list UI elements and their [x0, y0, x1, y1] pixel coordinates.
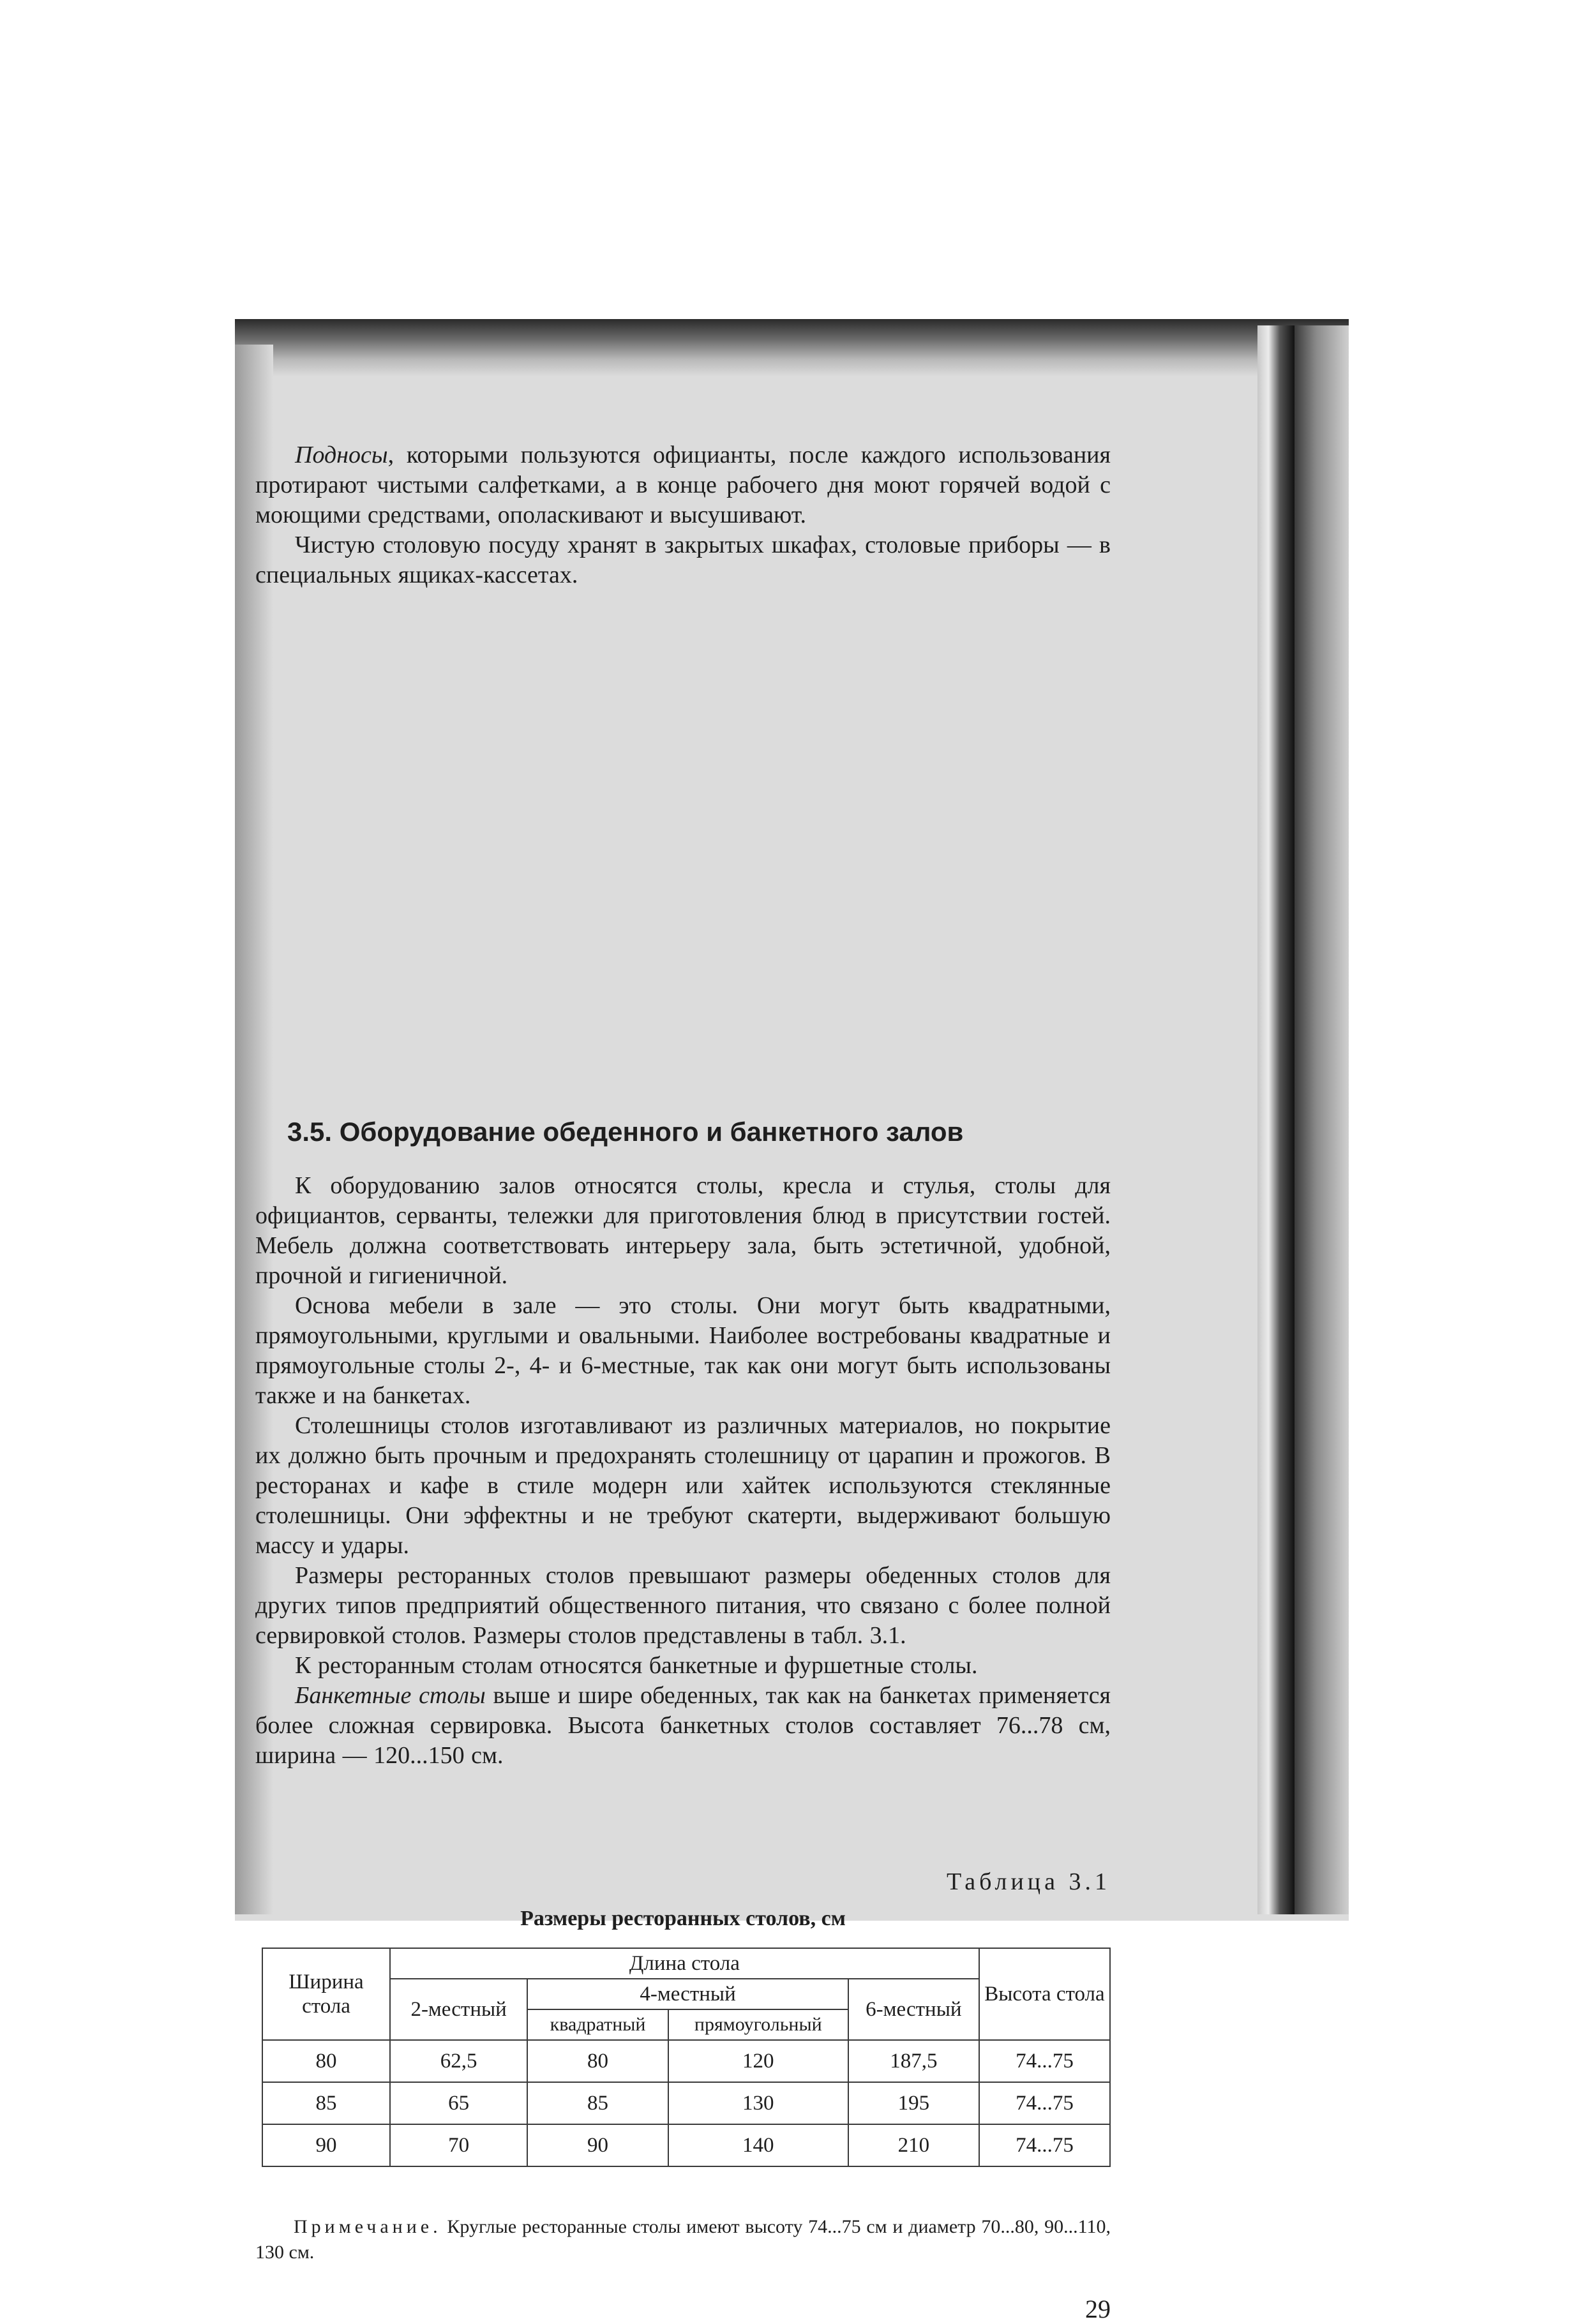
- table-cell: 187,5: [848, 2040, 979, 2082]
- header-four-seat: 4-местный: [527, 1979, 848, 2009]
- main-text-block: [255, 1171, 1111, 1771]
- header-rectangular: прямоугольный: [668, 2009, 848, 2040]
- table-cell: 65: [390, 2082, 527, 2124]
- table-cell: 80: [527, 2040, 668, 2082]
- section-title: 3.5. Оборудование обеденного и банкетного залов: [287, 1117, 964, 1147]
- top-text-block: [255, 440, 1111, 590]
- italic-term: Подносы: [295, 442, 388, 468]
- table-cell: 90: [527, 2124, 668, 2166]
- header-two-seat: 2-местный: [390, 1979, 527, 2040]
- scan-top-shadow: [235, 319, 1349, 376]
- header-length: Длина стола: [390, 1948, 979, 1979]
- table-cell: 80: [262, 2040, 390, 2082]
- paragraph: Основа мебели в зале — это столы. Они могут быть квадратными, прямоугольными, круглыми и овальными. Наиболее востребованы квадратные и прямоугольные столы 2-, 4- и 6-местные, так как они могут быть использованы также и на банкетах.: [255, 1292, 1111, 1409]
- italic-term: Банкетные столы: [295, 1682, 486, 1709]
- sizes-table: [262, 1948, 1111, 2167]
- paragraph: Подносы, которыми пользуются официанты, после каждого использования протирают чистыми салфетками, а в конце рабочего дня моют горячей водой с моющими средствами, ополаскивают и высушивают.: [255, 442, 1111, 528]
- table-cell: 130: [668, 2082, 848, 2124]
- page-number: 29: [1085, 2295, 1111, 2323]
- table-cell: 195: [848, 2082, 979, 2124]
- paragraph: К оборудованию залов относятся столы, кресла и стулья, столы для официантов, серванты, тележки для приготовления блюд в присутствии гостей. Мебель должна соответствовать интерьеру зала, быть эстетичной, удобной, прочной и гигиеничной.: [255, 1172, 1111, 1289]
- table-row: [262, 2040, 1110, 2082]
- table-cell: 210: [848, 2124, 979, 2166]
- paragraph: К ресторанным столам относятся банкетные и фуршетные столы.: [295, 1652, 978, 1679]
- table-row: [262, 2124, 1110, 2166]
- book-edge: [1294, 325, 1349, 1914]
- table-cell: 70: [390, 2124, 527, 2166]
- table-cell: 74...75: [979, 2082, 1110, 2124]
- table-cell: 85: [527, 2082, 668, 2124]
- paragraph: Чистую столовую посуду хранят в закрытых шкафах, столовые приборы — в специальных ящиках-кассетах.: [255, 532, 1111, 588]
- paragraph: Столешницы столов изготавливают из различных материалов, но покрытие их должно быть прочным и предохранять столешницу от царапин и прожогов. В ресторанах и кафе в стиле модерн или хайтек используются стеклянные столешницы. Они эффектны и не требуют скатерти, выдерживают большую массу и удары.: [255, 1412, 1111, 1559]
- paragraph: Размеры ресторанных столов превышают размеры обеденных столов для других типов предприятий общественного питания, что связано с более полной сервировкой столов. Размеры столов представлены в табл. 3.1.: [255, 1562, 1111, 1649]
- header-height: Высота стола: [979, 1948, 1110, 2040]
- header-square: квадратный: [527, 2009, 668, 2040]
- table-row: [262, 2082, 1110, 2124]
- table-cell: 120: [668, 2040, 848, 2082]
- header-six-seat: 6-местный: [848, 1979, 979, 2040]
- table-caption: Таблица 3.1: [946, 1868, 1111, 1895]
- table-cell: 90: [262, 2124, 390, 2166]
- paragraph: Банкетные столы выше и шире обеденных, так как на банкетах применяется более сложная сервировка. Высота банкетных столов составляет 76...78 см, ширина — 120...150 см.: [255, 1682, 1111, 1769]
- book-spine-shadow: [1257, 325, 1294, 1914]
- table-cell: 74...75: [979, 2124, 1110, 2166]
- header-width: Ширина стола: [262, 1948, 390, 2040]
- table-cell: 62,5: [390, 2040, 527, 2082]
- table-note: Примечание. Круглые ресторанные столы имеют высоту 74...75 см и диаметр 70...80, 90...110, 130 см.: [255, 2216, 1111, 2263]
- table-cell: 140: [668, 2124, 848, 2166]
- note-label: Примечание.: [294, 2216, 442, 2237]
- page-content: [255, 440, 1111, 2323]
- table-cell: 85: [262, 2082, 390, 2124]
- table-cell: 74...75: [979, 2040, 1110, 2082]
- table-title: Размеры ресторанных столов, см: [520, 1907, 846, 1930]
